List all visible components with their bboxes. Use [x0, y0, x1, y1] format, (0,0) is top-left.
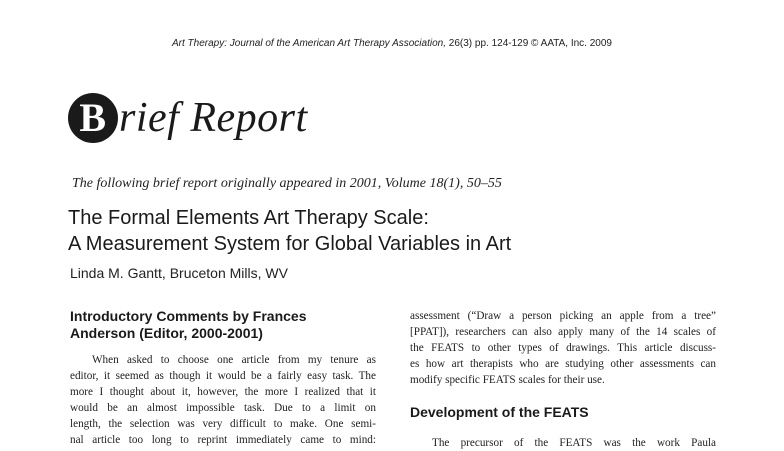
journal-name: Art Therapy: Journal of the American Art Therapy Association,	[171, 38, 446, 49]
intro-heading	[70, 308, 376, 342]
development-heading: Development of the FEATS	[410, 404, 589, 420]
author-name: Linda M. Gantt,	[70, 265, 166, 281]
journal-citation: 26(3) pp. 124-129 © AATA, Inc. 2009	[446, 38, 612, 49]
text-line: length, the selection was very difficult to make. One semi-	[70, 418, 376, 430]
text-line: When asked to choose one article from my tenure as	[92, 354, 376, 366]
brief-report-rest: rief Report	[119, 95, 308, 141]
text-line: the FEATS to other types of drawings. This article discuss-	[410, 342, 716, 354]
intro-heading-line-2: Anderson (Editor, 2000-2001)	[70, 325, 263, 341]
text-line: editor, it seemed as though it would be a fairly easy task. The	[70, 370, 376, 382]
text-line: es how art therapists who are studying other assessments can	[410, 358, 716, 370]
text-line: The precursor of the FEATS was the work Paula	[432, 437, 716, 449]
reprint-note: The following brief report originally appeared in 2001, Volume 18(1), 50–55	[72, 176, 502, 191]
text-line: nal article too long to reprint immediately came to mind:	[70, 434, 376, 446]
right-column	[410, 308, 716, 451]
author-affiliation: Bruceton Mills, WV	[169, 265, 288, 281]
intro-heading-line-1: Introductory Comments by Frances	[70, 308, 307, 324]
text-line: more I thought about it, however, the more I realized that it	[70, 386, 376, 398]
text-line: assessment (“Draw a person picking an apple from a tree”	[410, 310, 716, 322]
intro-paragraph	[70, 352, 376, 448]
left-column	[70, 308, 376, 448]
text-line: modify specific FEATS scales for their use.	[410, 374, 605, 386]
journal-header	[0, 38, 784, 49]
brief-report-title	[68, 90, 308, 146]
article-title-line-2: A Measurement System for Global Variables in Art	[68, 233, 512, 255]
text-line: would be an almost impossible task. Due to a limit on	[70, 402, 376, 414]
article-title-line-1: The Formal Elements Art Therapy Scale:	[68, 207, 429, 229]
article-title	[68, 205, 511, 257]
development-paragraph	[410, 435, 716, 451]
continued-paragraph	[410, 308, 716, 388]
text-line: [PPAT]), researchers can also apply many of the 14 scales of	[410, 326, 716, 338]
author-line	[70, 265, 288, 281]
brief-report-initial: B	[68, 93, 118, 143]
